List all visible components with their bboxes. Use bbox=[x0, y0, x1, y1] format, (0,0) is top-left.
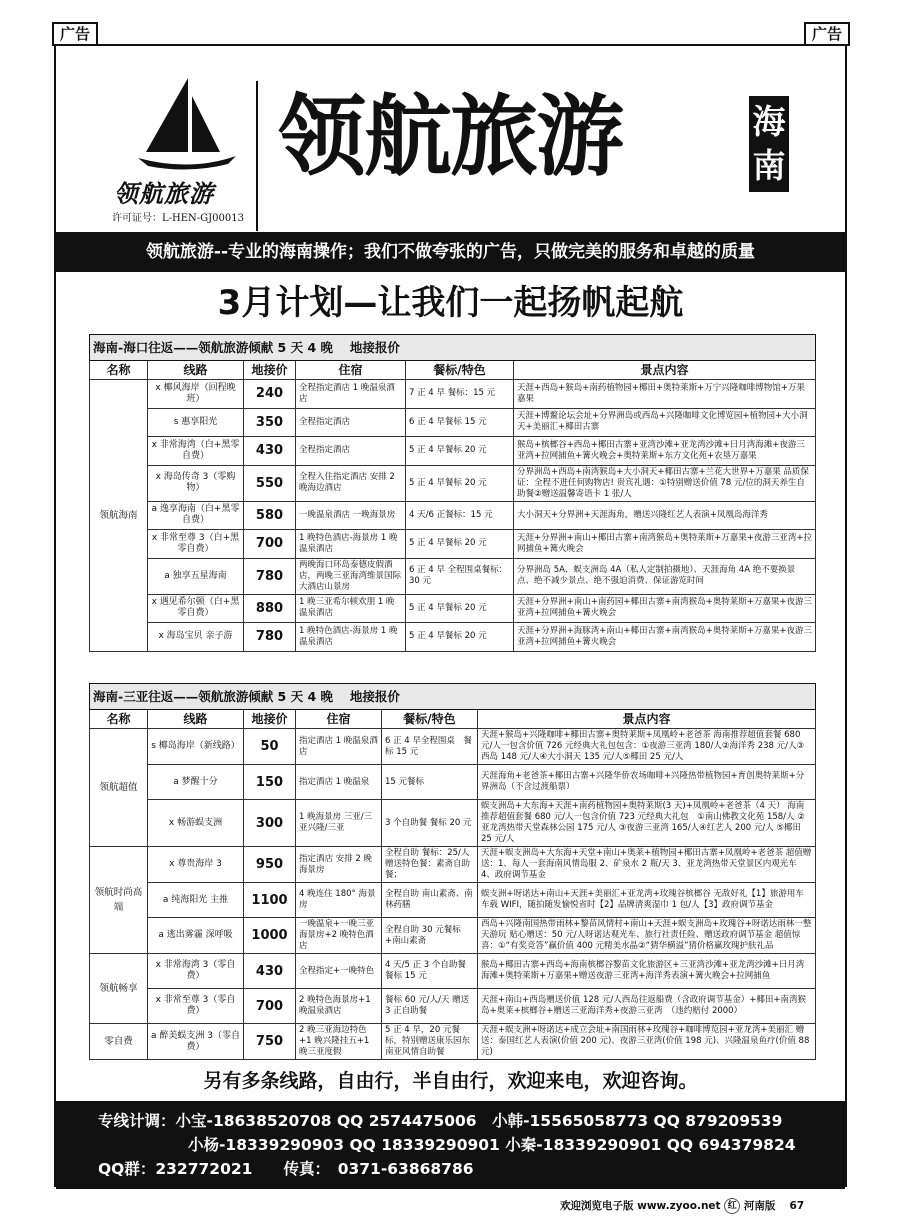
brand-region: 海南 bbox=[749, 96, 789, 192]
route-accommodation: 指定酒店 1 晚温泉 bbox=[296, 765, 382, 800]
route-price: 880 bbox=[244, 594, 296, 623]
route-sights: 分界洲岛 5A、蜈支洲岛 4A（私人定制拍摄地）、天涯海角 4A 绝不要换景点、绝不减少景点、绝不强迫消费、保证游览时间 bbox=[514, 558, 816, 594]
route-sights: 蜈支洲+呀诺达+南山+天涯+美丽汇+亚龙湾+玫瑰谷槟榔谷 无敌好礼【1】旅游用车车载 WIFI，随拍随发愉悦省时【2】品牌清爽湿巾 1 包/人【3】政府调节基金 bbox=[478, 883, 816, 918]
route-accommodation: 全程入住指定酒店 安排 2 晚海边酒店 bbox=[296, 465, 406, 501]
route-sights: 猴岛+椰田古寨+西岛+海南槟榔谷黎苗文化旅游区+三亚湾沙滩+亚龙湾沙滩+日月湾海滩+奥特莱斯+万嘉果+赠送夜游三亚湾+海洋秀表演+篝火晚会+拉网捕鱼 bbox=[478, 954, 816, 989]
table-row bbox=[90, 989, 816, 1024]
route-name: x 非常海湾（白+黑零自费） bbox=[148, 437, 244, 466]
route-name: x 尊贵海岸 3 bbox=[148, 847, 244, 883]
route-accommodation: 一晚温泉酒店 一晚海景房 bbox=[296, 501, 406, 530]
route-accommodation: 2 晚三亚海边特色+1 晚兴隆挂五+1 晚三亚度假 bbox=[296, 1024, 382, 1060]
route-name: x 遇见希尔顿（白+黑零自费） bbox=[148, 594, 244, 623]
route-meals: 6 正 4 早 全程围桌餐标：30 元 bbox=[406, 558, 514, 594]
logo-text: 领航旅游 bbox=[114, 179, 214, 208]
route-sights: 西岛+兴隆南国热带雨林+黎苗风情村+南山+天涯+蜈支洲岛+玫瑰谷+呀诺达雨林一整天游玩 贴心赠送：50 元/人呀诺达观光车、旅行社责任险、赠送政府调节基金 超值惊喜：①“有奖竞答”赢价值 400 元精美水晶②“猜华横溢”猜价格赢玫瑰护肤礼品 bbox=[478, 918, 816, 954]
route-name: s 惠享阳光 bbox=[148, 408, 244, 437]
route-accommodation: 1 晚海景房 三亚/三亚兴隆/三亚 bbox=[296, 800, 382, 847]
route-meals: 15 元餐标 bbox=[382, 765, 478, 800]
route-meals: 全程自助 南山素斋、南林药膳 bbox=[382, 883, 478, 918]
table-row bbox=[90, 408, 816, 437]
route-accommodation: 全程指定酒店 bbox=[296, 437, 406, 466]
route-sights: 天涯+分界洲+海豚湾+南山+椰田古寨+南湾猴岛+奥特莱斯+万嘉果+夜游三亚湾+拉网捕鱼+篝火晚会 bbox=[514, 623, 816, 652]
contact-row-2: 小杨-18339290903 QQ 18339290901 小秦-18339290901 QQ 694379824 bbox=[188, 1136, 796, 1154]
route-accommodation: 1 晚三亚希尔顿欢朋 1 晚温泉酒店 bbox=[296, 594, 406, 623]
route-price: 1100 bbox=[244, 883, 296, 918]
contact-bar bbox=[56, 1101, 845, 1189]
route-accommodation: 一晚温泉+一晚三亚海景房+2 晚特色酒店 bbox=[296, 918, 382, 954]
table-row bbox=[90, 954, 816, 989]
route-name: x 非常至尊 3（白+黑零自费） bbox=[148, 530, 244, 559]
table-row bbox=[90, 729, 816, 765]
route-price: 240 bbox=[244, 380, 296, 409]
category-label: 领航时尚高端 bbox=[90, 847, 148, 954]
route-meals: 4 天/6 正餐标：15 元 bbox=[406, 501, 514, 530]
table-row bbox=[90, 623, 816, 652]
route-sights: 天涯+蜈支洲岛+大东海+天堂+南山+奥莱+植物园+椰田古寨+凤凰岭+老爸茶 超值赠送：1、每人一套海南风情岛服 2、矿泉水 2 瓶/天 3、亚龙湾热带天堂景区内观光车 4、政府调节基金 bbox=[478, 847, 816, 883]
route-sights: 天涯+南山+西岛赠送价值 128 元/人西岛往返船费（含政府调节基金）+椰田+南湾猴岛+奥莱+槟榔谷+赠送三亚海洋秀+夜游三亚湾 （违约赔付 2000） bbox=[478, 989, 816, 1024]
table-header: 名称 线路 地接价 住宿 餐标/特色 景点内容 bbox=[90, 710, 816, 729]
table-title: 海南-海口往返——领航旅游倾献 5 天 4 晚 地接报价 bbox=[90, 335, 816, 361]
route-price: 780 bbox=[244, 558, 296, 594]
route-accommodation: 4 晚连住 180° 海景房 bbox=[296, 883, 382, 918]
page-number: 67 bbox=[789, 1200, 805, 1212]
red-circle-icon: 红 bbox=[724, 1198, 740, 1214]
route-meals: 6 正 4 早餐标 15 元 bbox=[406, 408, 514, 437]
route-price: 550 bbox=[244, 465, 296, 501]
route-price: 580 bbox=[244, 501, 296, 530]
contact-row-3: QQ群：232772021 传真： 0371-63868786 bbox=[98, 1160, 474, 1178]
route-price: 780 bbox=[244, 623, 296, 652]
route-sights: 天涯海角+老爸茶+椰田古寨+兴隆华侨农场咖啡+兴隆热带植物园+育创奥特莱斯+分界洲岛（不含过渡船票） bbox=[478, 765, 816, 800]
route-meals: 5 正 4 早餐标 20 元 bbox=[406, 465, 514, 501]
table-row bbox=[90, 380, 816, 409]
table-row bbox=[90, 883, 816, 918]
route-sights: 天涯+猴岛+兴隆咖啡+椰田古寨+奥特莱斯+凤凰岭+老爸茶 海南推荐超值套餐 680 元/人一包含价值 726 元经典大礼包包含：①夜游三亚湾 180/人②海洋秀 238 元/人③西岛 148 元/人④大小洞天 135 元/人⑤椰田 25 元/人 bbox=[478, 729, 816, 765]
route-price: 350 bbox=[244, 408, 296, 437]
slogan-bar: 领航旅游--专业的海南操作；我们不做夸张的广告，只做完美的服务和卓越的质量 bbox=[56, 232, 845, 272]
route-name: x 非常至尊 3（零自费） bbox=[148, 989, 244, 1024]
route-meals: 5 正 4 早餐标 20 元 bbox=[406, 437, 514, 466]
route-meals: 5 正 4 早，20 元餐标，特别赠送康乐园东南亚风情自助餐 bbox=[382, 1024, 478, 1060]
table-row bbox=[90, 1024, 816, 1060]
route-accommodation: 全程指定酒店 1 晚温泉酒店 bbox=[296, 380, 406, 409]
sanya-price-table bbox=[89, 683, 816, 1060]
route-accommodation: 2 晚特色海景房+1 晚温泉酒店 bbox=[296, 989, 382, 1024]
ad-tag-right: 广告 bbox=[804, 22, 850, 46]
table-row bbox=[90, 558, 816, 594]
route-meals: 5 正 4 早餐标 20 元 bbox=[406, 594, 514, 623]
route-sights: 天涯+西岛+猴岛+南药植物园+椰田+奥特莱斯+万宁兴隆咖啡博物馆+万果嘉果 bbox=[514, 380, 816, 409]
divider bbox=[256, 81, 258, 231]
route-sights: 天涯+分界洲+南山+南药园+椰田古寨+南湾猴岛+奥特莱斯+万嘉果+夜游三亚湾+拉网捕鱼+篝火晚会 bbox=[514, 594, 816, 623]
route-price: 750 bbox=[244, 1024, 296, 1060]
table-title: 海南-三亚往返——领航旅游倾献 5 天 4 晚 地接报价 bbox=[90, 684, 816, 710]
table-row bbox=[90, 465, 816, 501]
table-row bbox=[90, 437, 816, 466]
ad-frame bbox=[54, 44, 847, 1187]
route-sights: 分界洲岛+西岛+南湾猴岛+大小洞天+椰田古寨+兰花大世界+万嘉果 品质保证：全程不进任何购物店! 贵宾礼遇：①特别赠送价值 78 元/位的洞天养生自助餐②赠送温馨寄语卡 1 张/人 bbox=[514, 465, 816, 501]
page-footer: 欢迎浏览电子版 www.zyoo.net 红 河南版 67 bbox=[560, 1200, 805, 1212]
route-accommodation: 两晚海口环岛泰德皮假酒店，两晚三亚海湾维景国际大酒店山景房 bbox=[296, 558, 406, 594]
route-name: a 逸享海南（白+黑零自费） bbox=[148, 501, 244, 530]
route-meals: 全程自助 30 元餐标+南山素斋 bbox=[382, 918, 478, 954]
route-accommodation: 指定酒店 安排 2 晚海景房 bbox=[296, 847, 382, 883]
route-meals: 5 正 4 早餐标 20 元 bbox=[406, 623, 514, 652]
route-price: 950 bbox=[244, 847, 296, 883]
table-row bbox=[90, 800, 816, 847]
table-header: 名称 线路 地接价 住宿 餐标/特色 景点内容 bbox=[90, 361, 816, 380]
route-name: x 海岛传奇 3（零购物） bbox=[148, 465, 244, 501]
route-name: a 纯海阳光 主推 bbox=[148, 883, 244, 918]
logo bbox=[108, 74, 258, 214]
header bbox=[56, 46, 845, 236]
route-accommodation: 全程指定酒店 bbox=[296, 408, 406, 437]
route-meals: 7 正 4 早 餐标：15 元 bbox=[406, 380, 514, 409]
route-sights: 大小洞天+分界洲+天涯海角，赠送兴隆红艺人表演+凤凰岛海洋秀 bbox=[514, 501, 816, 530]
route-meals: 餐标 60 元/人/天 赠送 3 正自助餐 bbox=[382, 989, 478, 1024]
route-accommodation: 指定酒店 1 晚温泉酒店 bbox=[296, 729, 382, 765]
route-price: 430 bbox=[244, 954, 296, 989]
route-price: 150 bbox=[244, 765, 296, 800]
category-label: 领航畅享 bbox=[90, 954, 148, 1024]
table-row bbox=[90, 501, 816, 530]
route-accommodation: 1 晚特色酒店-海景房 1 晚温泉酒店 bbox=[296, 530, 406, 559]
category-label: 领航海南 bbox=[90, 380, 148, 652]
route-name: a 梦醒十分 bbox=[148, 765, 244, 800]
route-name: x 非常海湾 3（零自费） bbox=[148, 954, 244, 989]
route-meals: 6 正 4 早全程围桌 餐标 15 元 bbox=[382, 729, 478, 765]
route-name: s 椰岛海岸（新线路） bbox=[148, 729, 244, 765]
headline: 3月计划—让我们一起扬帆起航 bbox=[217, 283, 684, 323]
route-sights: 天涯+分界洲+南山+椰田古寨+南湾猴岛+奥特莱斯+万嘉果+夜游三亚湾+拉网捕鱼+篝火晚会 bbox=[514, 530, 816, 559]
route-sights: 天涯+蜈支洲+呀诺达+成立会址+南国雨林+玫瑰谷+咖啡博览园+亚龙湾+美丽汇 赠送：泰国红艺人表演(价值 200 元)、夜游三亚湾(价值 198 元)、兴隆温泉鱼疗(价值 88 元) bbox=[478, 1024, 816, 1060]
route-price: 300 bbox=[244, 800, 296, 847]
route-accommodation: 全程指定+一晚特色 bbox=[296, 954, 382, 989]
route-name: x 畅游蜈支洲 bbox=[148, 800, 244, 847]
haikou-price-table bbox=[89, 334, 816, 652]
route-meals: 5 正 4 早餐标 20 元 bbox=[406, 530, 514, 559]
route-name: a 醉美蜈支洲 3（零自费） bbox=[148, 1024, 244, 1060]
category-label: 领航超值 bbox=[90, 729, 148, 847]
route-name: x 海岛宝贝 亲子游 bbox=[148, 623, 244, 652]
route-name: a 独享五星海南 bbox=[148, 558, 244, 594]
route-name: a 逃出雾霾 深呼吸 bbox=[148, 918, 244, 954]
license-number: 许可证号：L-HEN-GJ00013 bbox=[112, 213, 244, 224]
route-meals: 全程自助 餐标：25/人 赠送特色餐：素斋自助餐； bbox=[382, 847, 478, 883]
table-row bbox=[90, 594, 816, 623]
table-row bbox=[90, 918, 816, 954]
brand-title: 领航旅游 bbox=[278, 85, 623, 188]
ad-tag-left: 广告 bbox=[52, 22, 98, 46]
table-row bbox=[90, 847, 816, 883]
route-sights: 猴岛+槟榔谷+西岛+椰田古寨+亚湾沙滩+亚龙湾沙滩+日月湾海滩+夜游三亚湾+拉网捕鱼+篝火晚会+奥特莱斯+东方文化苑+农垦万嘉果 bbox=[514, 437, 816, 466]
route-meals: 4 天/5 正 3 个自助餐餐标 15 元 bbox=[382, 954, 478, 989]
table-row bbox=[90, 530, 816, 559]
route-sights: 天涯+博鳌论坛会址+分界洲岛或西岛+兴隆咖啡文化博览园+植物园+大小洞天+美丽汇+椰田古寨 bbox=[514, 408, 816, 437]
route-price: 700 bbox=[244, 530, 296, 559]
route-price: 700 bbox=[244, 989, 296, 1024]
sailboat-icon bbox=[108, 74, 258, 174]
route-accommodation: 1 晚特色酒店-海景房 1 晚温泉酒店 bbox=[296, 623, 406, 652]
category-label: 零自费 bbox=[90, 1024, 148, 1060]
route-price: 50 bbox=[244, 729, 296, 765]
route-price: 430 bbox=[244, 437, 296, 466]
route-name: x 椰风海岸（回程晚班） bbox=[148, 380, 244, 409]
table-row bbox=[90, 765, 816, 800]
contact-row-1: 专线计调：小宝-18638520708 QQ 2574475006 小韩-15565058773 QQ 879209539 bbox=[98, 1112, 783, 1130]
route-meals: 3 个自助餐 餐标 20 元 bbox=[382, 800, 478, 847]
route-sights: 蜈支洲岛+大东海+天涯+南药植物园+奥特莱斯(3 天)+凤凰岭+老爸茶（4 天） 海南推荐超值套餐 680 元/人一包含价值 723 元经典大礼包 ①南山佛教文化苑 158/人 ②亚龙湾热带天堂森林公园 175 元/人 ③夜游三亚湾 165/人④红艺人 200 元/人 ⑤椰田 25 元/人 bbox=[478, 800, 816, 847]
route-price: 1000 bbox=[244, 918, 296, 954]
footer-invitation: 另有多条线路，自由行，半自由行，欢迎来电，欢迎咨询。 bbox=[203, 1070, 698, 1092]
